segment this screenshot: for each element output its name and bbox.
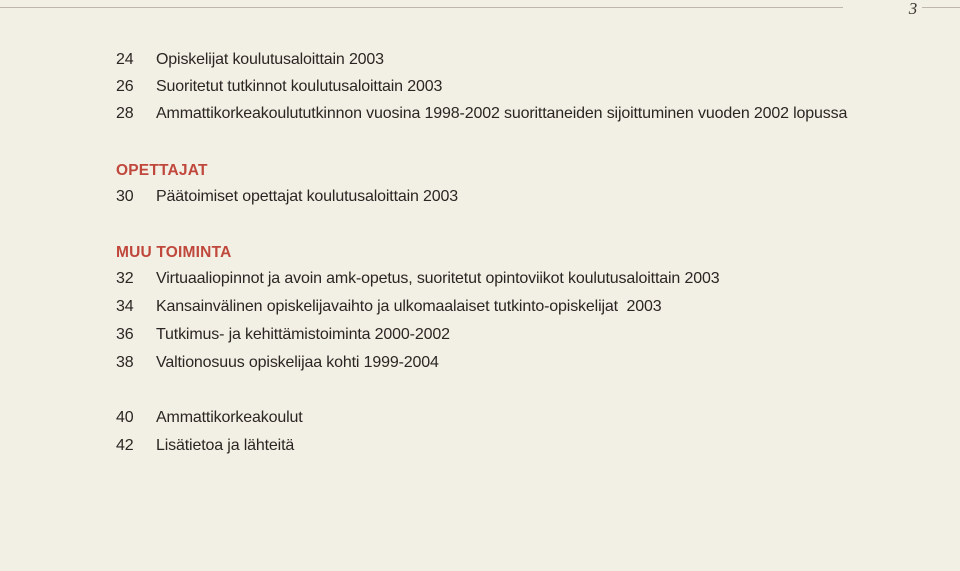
toc-entry[interactable]	[116, 437, 294, 459]
toc-page-number: 26	[116, 78, 134, 95]
toc-entry[interactable]	[116, 78, 442, 100]
toc-title: Ammattikorkeakoulututkinnon vuosina 1998-2002 suorittaneiden sijoittuminen vuoden 2002 lopussa	[156, 105, 848, 122]
toc-page-number: 24	[116, 51, 134, 68]
toc-title: Päätoimiset opettajat koulutusaloittain 2003	[156, 188, 459, 205]
toc-title: Opiskelijat koulutusaloittain 2003	[156, 51, 384, 68]
toc-page-number: 30	[116, 188, 134, 205]
toc-title: Kansainvälinen opiskelijavaihto ja ulkomaalaiset tutkinto-opiskelijat 2003	[156, 298, 662, 315]
section-heading-opettajat: OPETTAJAT	[116, 162, 208, 179]
toc-entry[interactable]	[116, 105, 847, 127]
toc-page-number: 40	[116, 409, 134, 426]
toc-entry[interactable]	[116, 326, 450, 348]
section-heading-muu-toiminta: MUU TOIMINTA	[116, 244, 232, 261]
toc-entry[interactable]	[116, 298, 662, 320]
toc-title: Suoritetut tutkinnot koulutusaloittain 2003	[156, 78, 443, 95]
toc-page-number: 42	[116, 437, 134, 454]
toc-title: Virtuaaliopinnot ja avoin amk-opetus, suoritetut opintoviikot koulutusaloittain 2003	[156, 270, 720, 287]
toc-entry[interactable]	[116, 354, 439, 376]
toc-title: Lisätietoa ja lähteitä	[156, 437, 295, 454]
toc-entry[interactable]	[116, 409, 303, 431]
header-rule-left	[0, 7, 843, 8]
toc-page-number: 34	[116, 298, 134, 315]
header-rule-right	[922, 7, 960, 8]
toc-entry[interactable]	[116, 270, 719, 292]
toc-entry[interactable]	[116, 51, 384, 73]
toc-page-number: 36	[116, 326, 134, 343]
toc-page-number: 38	[116, 354, 134, 371]
toc-title: Tutkimus- ja kehittämistoiminta 2000-2002	[156, 326, 450, 343]
toc-title: Ammattikorkeakoulut	[156, 409, 303, 426]
toc-page-number: 32	[116, 270, 134, 287]
toc-entry[interactable]	[116, 188, 458, 210]
toc-title: Valtionosuus opiskelijaa kohti 1999-2004	[156, 354, 439, 371]
toc-page-number: 28	[116, 105, 134, 122]
page-number: 3	[908, 0, 918, 18]
